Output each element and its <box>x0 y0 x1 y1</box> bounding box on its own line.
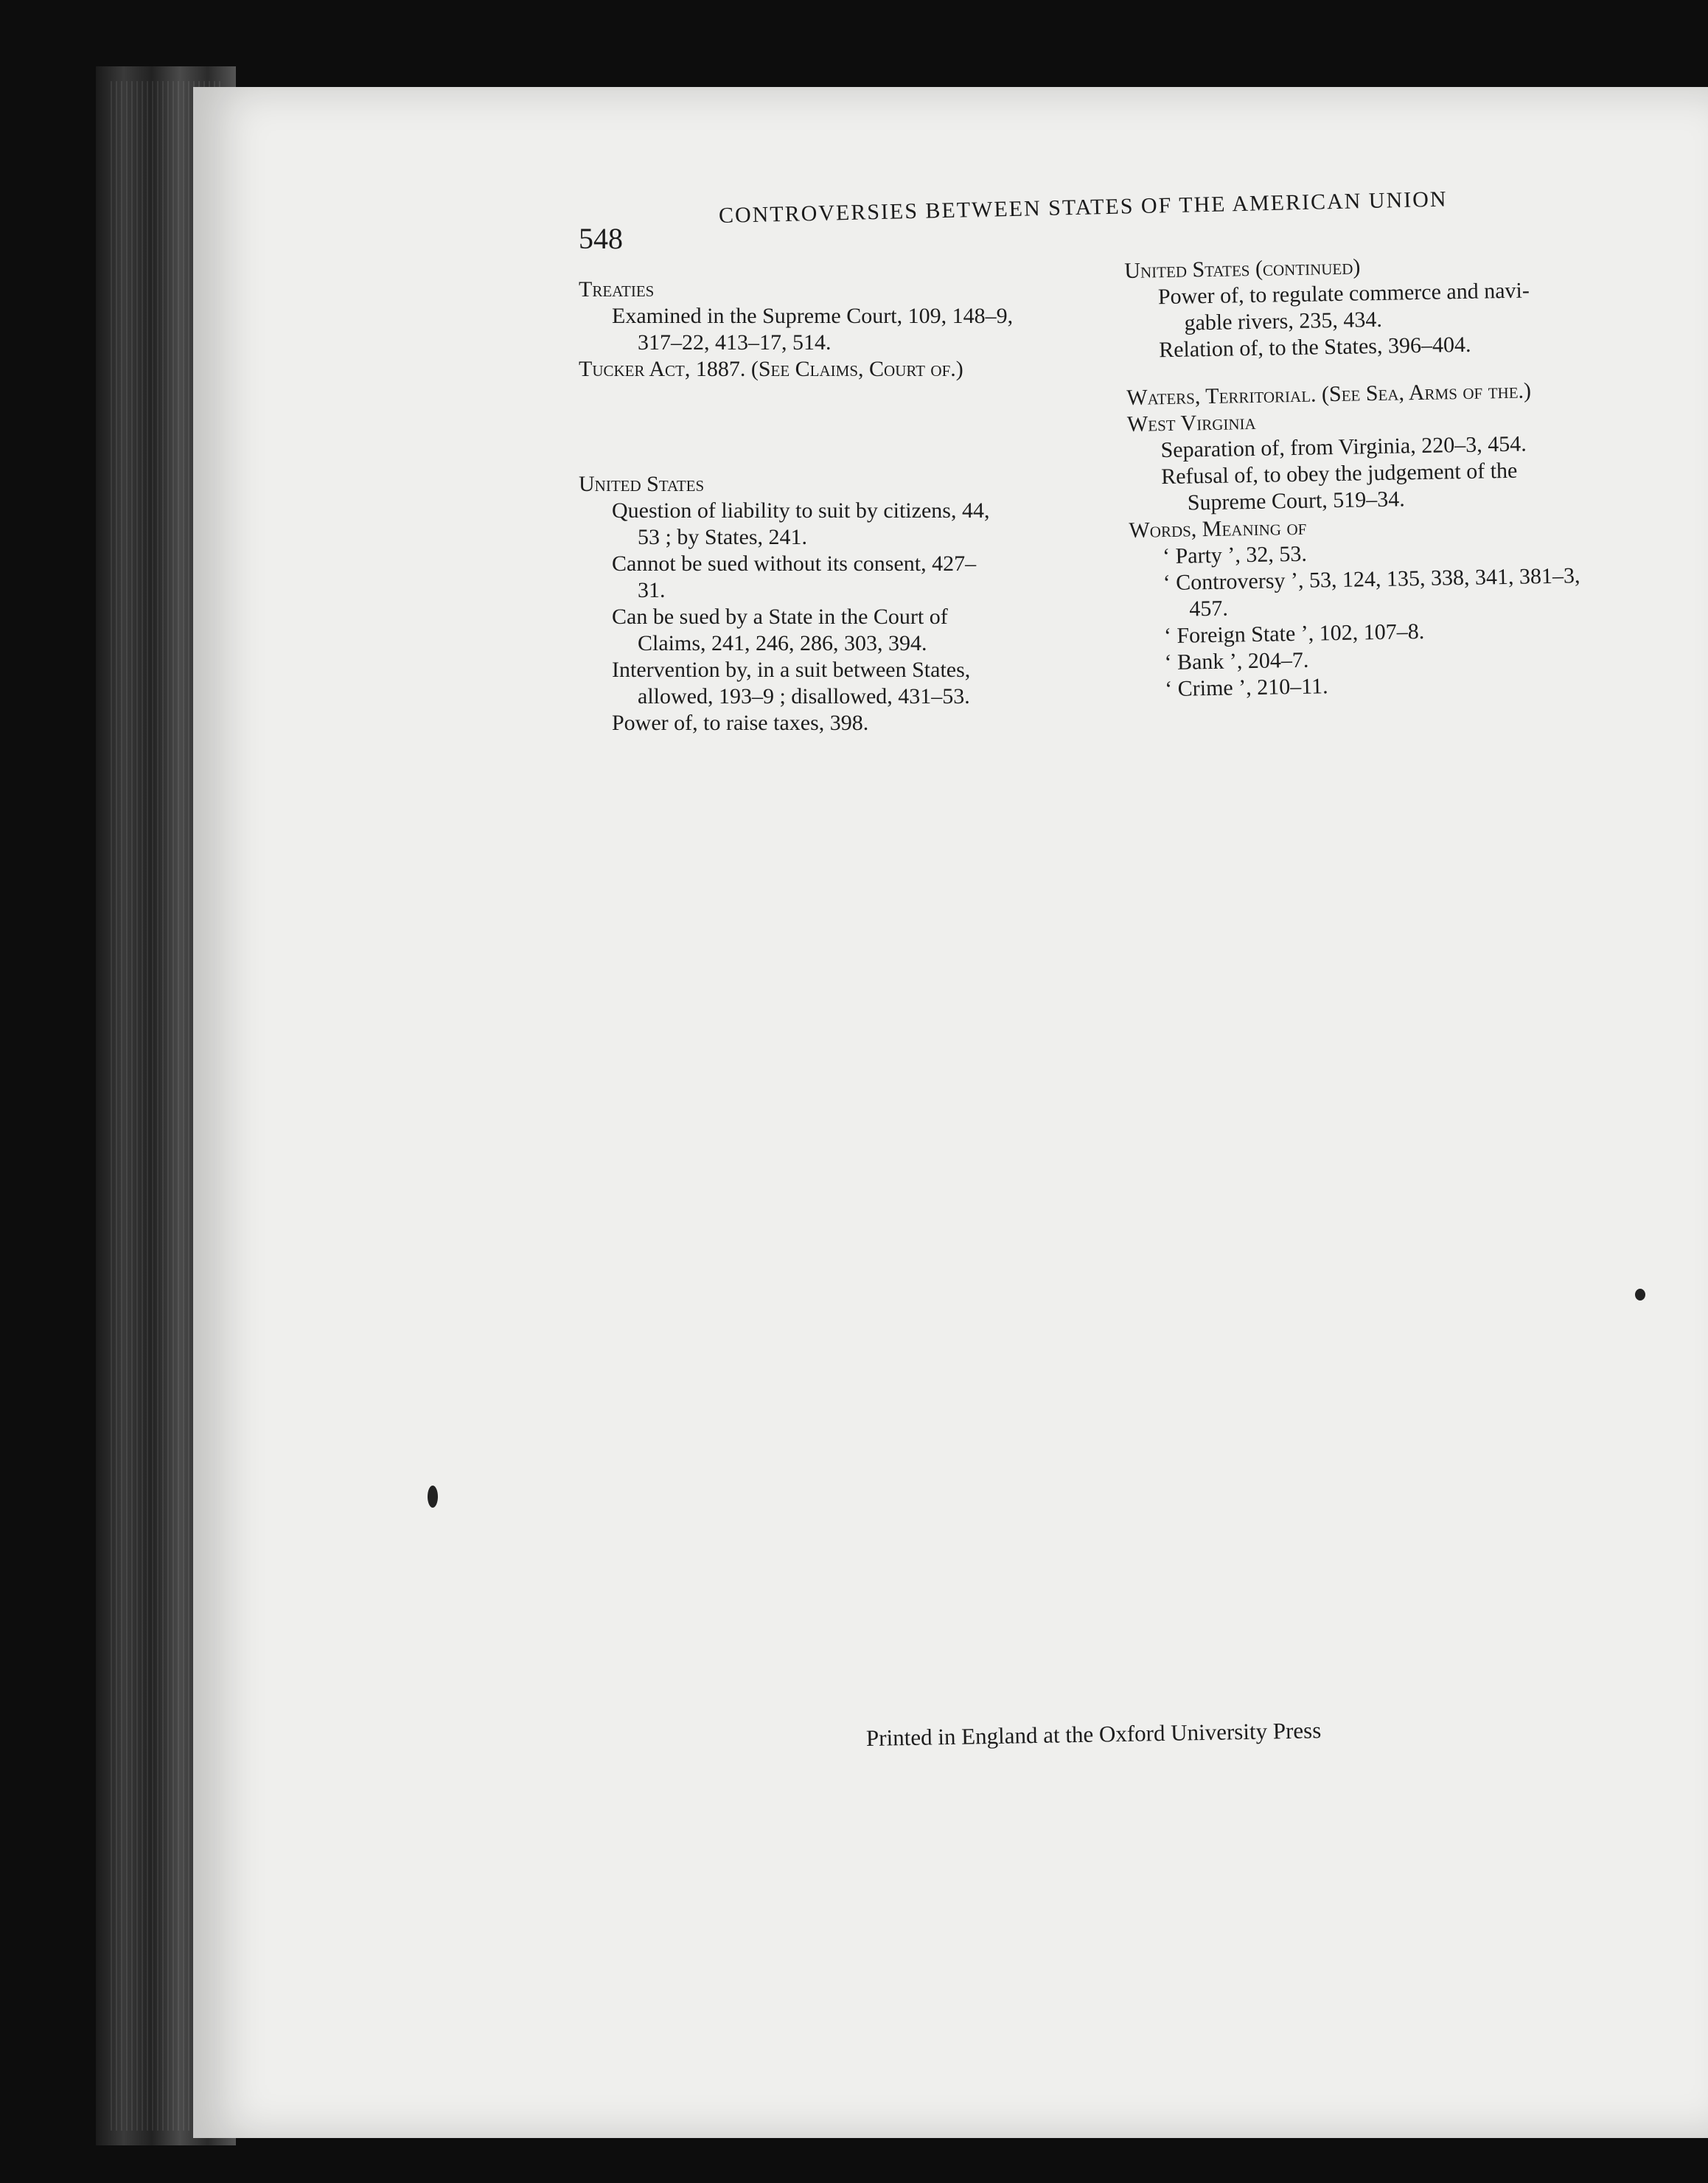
printer-imprint: Printed in England at the Oxford University Press <box>865 1717 1322 1751</box>
subentry: ‘ Foreign State ’, 102, 107–8. <box>1163 619 1425 649</box>
index-left-column <box>579 276 1109 737</box>
subentry: Can be sued by a State in the Court of <box>612 605 948 629</box>
entry-heading-words-meaning-of: Words, Meaning of <box>1129 515 1307 543</box>
index-right-column <box>1124 249 1648 703</box>
subentry: ‘ Party ’, 32, 53. <box>1162 541 1308 569</box>
subentry-continuation: 457. <box>1189 596 1229 622</box>
entry-waters-territorial: Waters, Territorial. (See Sea, Arms of the.) <box>1126 378 1532 410</box>
subentry: Question of liability to suit by citizens, 44, <box>612 498 990 523</box>
subentry-continuation: 53 ; by States, 241. <box>638 525 807 549</box>
subentry-continuation: allowed, 193–9 ; disallowed, 431–53. <box>638 684 970 708</box>
entry-tucker-act: Tucker Act, 1887. (See Claims, Court of.) <box>579 357 963 381</box>
entry-heading-united-states: United States <box>579 472 705 496</box>
running-title: CONTROVERSIES BETWEEN STATES OF THE AMERICAN UNION <box>718 187 1448 228</box>
subentry: ‘ Bank ’, 204–7. <box>1164 647 1309 675</box>
subentry: Refusal of, to obey the judgement of the <box>1160 458 1518 490</box>
subentry: Examined in the Supreme Court, 109, 148–9, <box>612 304 1014 328</box>
subentry: Intervention by, in a suit between States, <box>612 658 971 682</box>
entry-heading-treaties: Treaties <box>579 277 655 302</box>
ink-speck <box>1635 1289 1645 1301</box>
subentry: Relation of, to the States, 396–404. <box>1158 332 1471 363</box>
subentry: ‘ Controversy ’, 53, 124, 135, 338, 341, 381–3, <box>1163 563 1580 596</box>
entry-heading-west-virginia: West Virginia <box>1126 409 1256 436</box>
subentry-continuation: Supreme Court, 519–34. <box>1187 487 1406 515</box>
subentry-continuation: 317–22, 413–17, 514. <box>638 330 832 355</box>
entry-heading-united-states-continued: United States (continued) <box>1124 254 1361 283</box>
ink-speck <box>428 1486 438 1508</box>
subentry-continuation: gable rivers, 235, 434. <box>1184 307 1383 335</box>
subentry-continuation: 31. <box>638 578 666 602</box>
subentry: ‘ Crime ’, 210–11. <box>1164 674 1328 702</box>
subentry: Power of, to regulate commerce and navi- <box>1157 278 1530 310</box>
subentry-continuation: Claims, 241, 246, 286, 303, 394. <box>638 631 927 655</box>
page-number: 548 <box>579 222 623 255</box>
subentry: Separation of, from Virginia, 220–3, 454. <box>1160 431 1527 463</box>
subentry: Power of, to raise taxes, 398. <box>612 711 869 735</box>
subentry: Cannot be sued without its consent, 427– <box>612 551 977 576</box>
